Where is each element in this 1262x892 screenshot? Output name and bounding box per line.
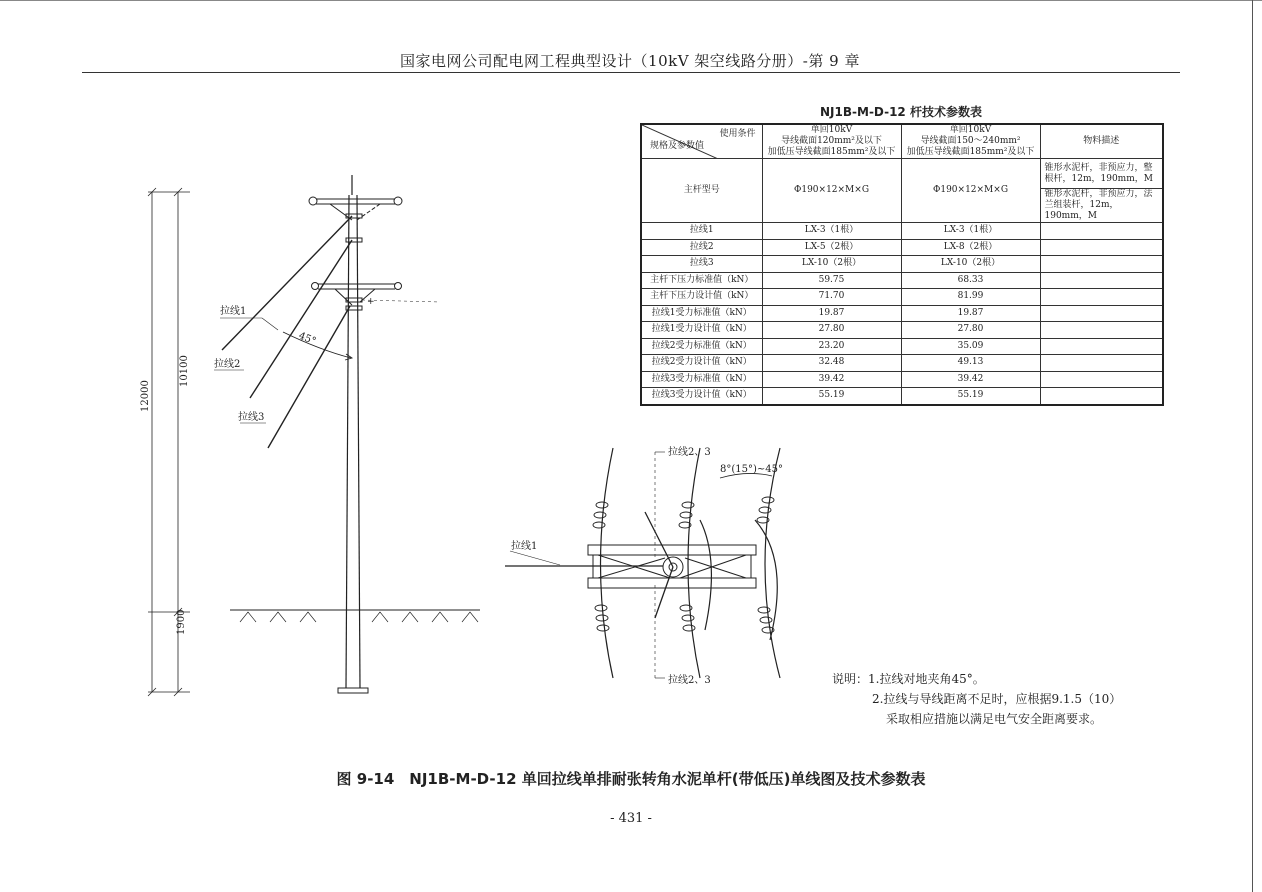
table-title: NJ1B-M-D-12 杆技术参数表 (820, 105, 982, 119)
plan-angle-label: 8°(15°)~45° (720, 464, 783, 475)
plan-view (505, 448, 780, 678)
guy1-label: 拉线1 (220, 306, 247, 317)
main-pole-label: 主杆型号 (641, 159, 762, 223)
top-crossarm (309, 197, 402, 242)
material-desc-1: 锥形水泥杆，非预应力，整根杆，12m，190mm，M (1040, 159, 1163, 189)
table-cell-v2: 35.09 (901, 338, 1040, 355)
svg-text:+: + (367, 297, 375, 307)
table-cell-v2: 81.99 (901, 289, 1040, 306)
corner-top-label: 使用条件 (719, 129, 756, 139)
table-cell-v1: 19.87 (762, 305, 901, 322)
table-cell-label: 主杆下压力设计值（kN） (641, 289, 762, 306)
table-cell-v1: 39.42 (762, 371, 901, 388)
col2-line2: 导线截面150～240mm² (920, 136, 1021, 146)
table-cell-v1: 71.70 (762, 289, 901, 306)
page-header: 国家电网公司配电网工程典型设计（10kV 架空线路分册）-第 9 章 (400, 52, 860, 70)
plan-guy23-top-label: 拉线2、3 (668, 447, 711, 458)
table-cell-label: 拉线2受力设计值（kN） (641, 355, 762, 372)
table-cell-v1: LX-3（1根） (762, 223, 901, 240)
table-cell-v1: 27.80 (762, 322, 901, 339)
col1-line3: 加低压导线截面185mm²及以下 (767, 147, 896, 157)
dim-below-label: 1900 (176, 609, 187, 635)
col-header-3: 物料描述 (1040, 124, 1163, 159)
main-pole-value-1: Φ190×12×M×G (762, 159, 901, 223)
col2-line3: 加低压导线截面185mm²及以下 (906, 147, 1035, 157)
table-cell-v2: 49.13 (901, 355, 1040, 372)
figure-caption: 图 9-14 NJ1B-M-D-12 单回拉线单排耐张转角水泥单杆(带低压)单线图及技术参数表 (336, 770, 926, 788)
table-cell-v1: LX-10（2根） (762, 256, 901, 273)
note-line-1: 说明：1.拉线对地夹角45°。 (832, 672, 985, 686)
table-cell-v2: 55.19 (901, 388, 1040, 405)
table-cell-v2: LX-8（2根） (901, 239, 1040, 256)
table-cell-v1: 59.75 (762, 272, 901, 289)
plan-guy23-bottom-label: 拉线2、3 (668, 675, 711, 686)
dim-above-label: 10100 (179, 355, 190, 387)
table-cell-label: 主杆下压力标准值（kN） (641, 272, 762, 289)
guy2-label: 拉线2 (214, 359, 241, 370)
table-cell-label: 拉线3 (641, 256, 762, 273)
page-number: - 431 - (610, 811, 652, 826)
table-cell-label: 拉线1受力设计值（kN） (641, 322, 762, 339)
lower-crossarm (312, 283, 441, 311)
note-line-3: 采取相应措施以满足电气安全距离要求。 (886, 712, 1103, 726)
col1-line1: 单回10kV (810, 125, 853, 135)
plan-guy1-label: 拉线1 (511, 541, 538, 552)
col1-line2: 导线截面120mm²及以下 (781, 136, 882, 146)
table-cell-label: 拉线3受力标准值（kN） (641, 371, 762, 388)
table-cell-v2: 27.80 (901, 322, 1040, 339)
table-cell-label: 拉线1 (641, 223, 762, 240)
note-line-2: 2.拉线与导线距离不足时，应根据9.1.5（10） (872, 692, 1122, 706)
corner-bottom-label: 规格及参数值 (650, 141, 705, 151)
table-cell-label: 拉线1受力标准值（kN） (641, 305, 762, 322)
table-cell-label: 拉线2 (641, 239, 762, 256)
table-cell-v1: 55.19 (762, 388, 901, 405)
angle-arc (283, 332, 351, 358)
table-cell-v2: 39.42 (901, 371, 1040, 388)
table-cell-v2: LX-10（2根） (901, 256, 1040, 273)
dim-total-label: 12000 (140, 380, 151, 412)
guy3-label: 拉线3 (238, 412, 265, 423)
angle-label: 45° (296, 330, 318, 348)
table-cell-v2: LX-3（1根） (901, 223, 1040, 240)
ground-line (230, 610, 480, 622)
table-cell-v2: 19.87 (901, 305, 1040, 322)
table-cell-v1: 23.20 (762, 338, 901, 355)
main-pole-value-2: Φ190×12×M×G (901, 159, 1040, 223)
table-cell-label: 拉线2受力标准值（kN） (641, 338, 762, 355)
notes (832, 669, 1121, 729)
table-cell-v1: LX-5（2根） (762, 239, 901, 256)
concrete-pole (338, 175, 368, 693)
table-cell-v1: 32.48 (762, 355, 901, 372)
col2-line1: 单回10kV (949, 125, 992, 135)
material-desc-2: 锥形水泥杆，非预应力，法兰组装杆，12m，190mm，M (1040, 189, 1163, 223)
table-cell-label: 拉线3受力设计值（kN） (641, 388, 762, 405)
table-cell-v2: 68.33 (901, 272, 1040, 289)
